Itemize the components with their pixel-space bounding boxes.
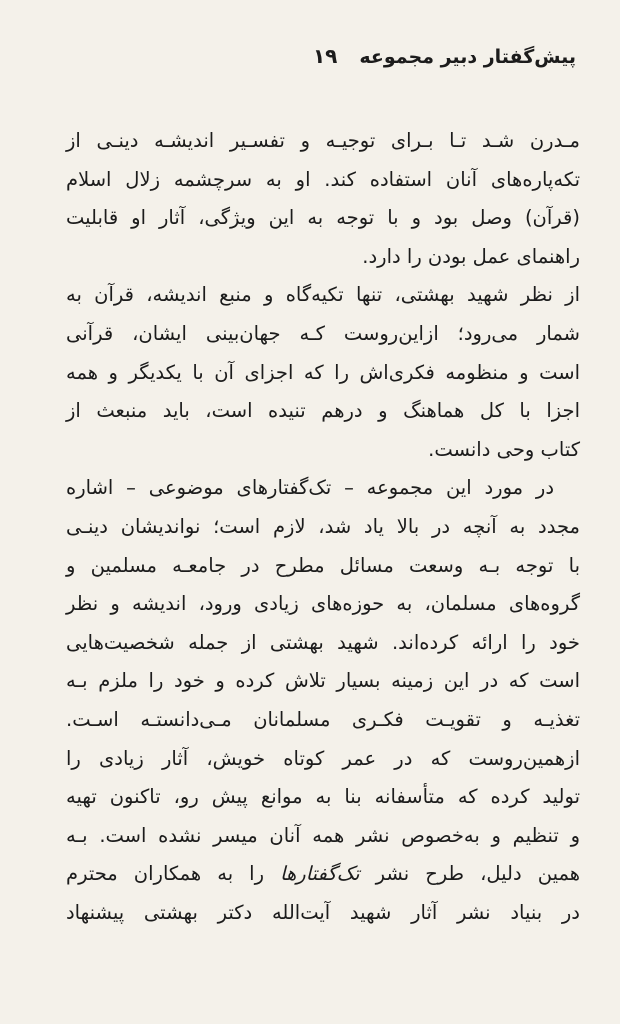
text-line: خود را ارائه کرده‌اند. شهید بهشتی از جمله شخصیت‌هایی (66, 630, 580, 654)
paragraph-3 (66, 469, 580, 932)
text-line: تکه‌پاره‌های آنان استفاده کند. او به سرچشمه زلال اسلام (66, 167, 580, 191)
text-line-with-italic (66, 855, 580, 894)
text-line: در مورد این مجموعه – تک‌گفتارهای موضوعی – اشاره (66, 476, 554, 500)
running-title: پیش‌گفتار دبیر مجموعه (359, 46, 576, 68)
text-line: کتاب وحی دانست. (428, 437, 580, 461)
page-number: ۱۹ (312, 44, 338, 68)
text-line: و تنظیم و به‌خصوص نشر همه آنان میسر نشده است. بـه (66, 823, 580, 847)
text-line: است و منظومه فکری‌اش را که اجزای آن با یکدیگر و همه (66, 360, 580, 384)
text-line: است که در این زمینه بسیار تلاش کرده و خود را ملزم بـه (66, 669, 580, 693)
text-line: شمار می‌رود؛ ازاین‌روست کـه جهان‌بینی ایشان، قرآنی (66, 321, 580, 345)
text-line: تولید کرده که متأسفانه بنا به موانع پیش رو، تاکنون تهیه (66, 785, 580, 809)
text-line: مجدد به آنچه در بالا یاد شد، لازم است؛ نواندیشان دینـی (66, 514, 580, 538)
text-line: ازهمین‌روست که در عمر کوتاه خویش، آثار زیادی را (66, 746, 580, 770)
text-line: با توجه بـه وسعت مسائل مطرح در جامعـه مسلمین و (66, 553, 580, 577)
text-line: راهنمای عمل بودن را دارد. (362, 244, 580, 268)
body-text (66, 122, 580, 932)
italic-series-title: تک‌گفتارها (280, 862, 360, 886)
paragraph-2 (66, 276, 580, 469)
running-header (66, 44, 580, 84)
text-line: تغذیـه و تقویـت فکـری مسلمانان مـی‌دانستـه اسـت. (66, 707, 580, 731)
text-line: از نظر شهید بهشتی، تنها تکیه‌گاه و منبع اندیشه، قرآن به (66, 283, 580, 307)
text-line: اجزا با کل هماهنگ و درهم تنیده است، باید منبعث از (66, 399, 580, 423)
text-line: گروه‌های مسلمان، به حوزه‌های زیادی ورود، اندیشه و نظر (66, 592, 580, 616)
text-line: مـدرن شـد تـا بـرای توجیـه و تفسـیر اندیشـه دینـی از (66, 129, 580, 152)
text-line: در بنیاد نشر آثار شهید آیت‌الله دکتر بهشتی پیشنهاد (66, 900, 580, 924)
paragraph-1 (66, 122, 580, 276)
text-segment: را به همکاران محترم (66, 862, 264, 886)
text-segment: همین دلیل، طرح نشر (375, 862, 581, 886)
text-line: (قرآن) وصل بود و با توجه به این ویژگی، آثار او قابلیت (66, 206, 580, 230)
